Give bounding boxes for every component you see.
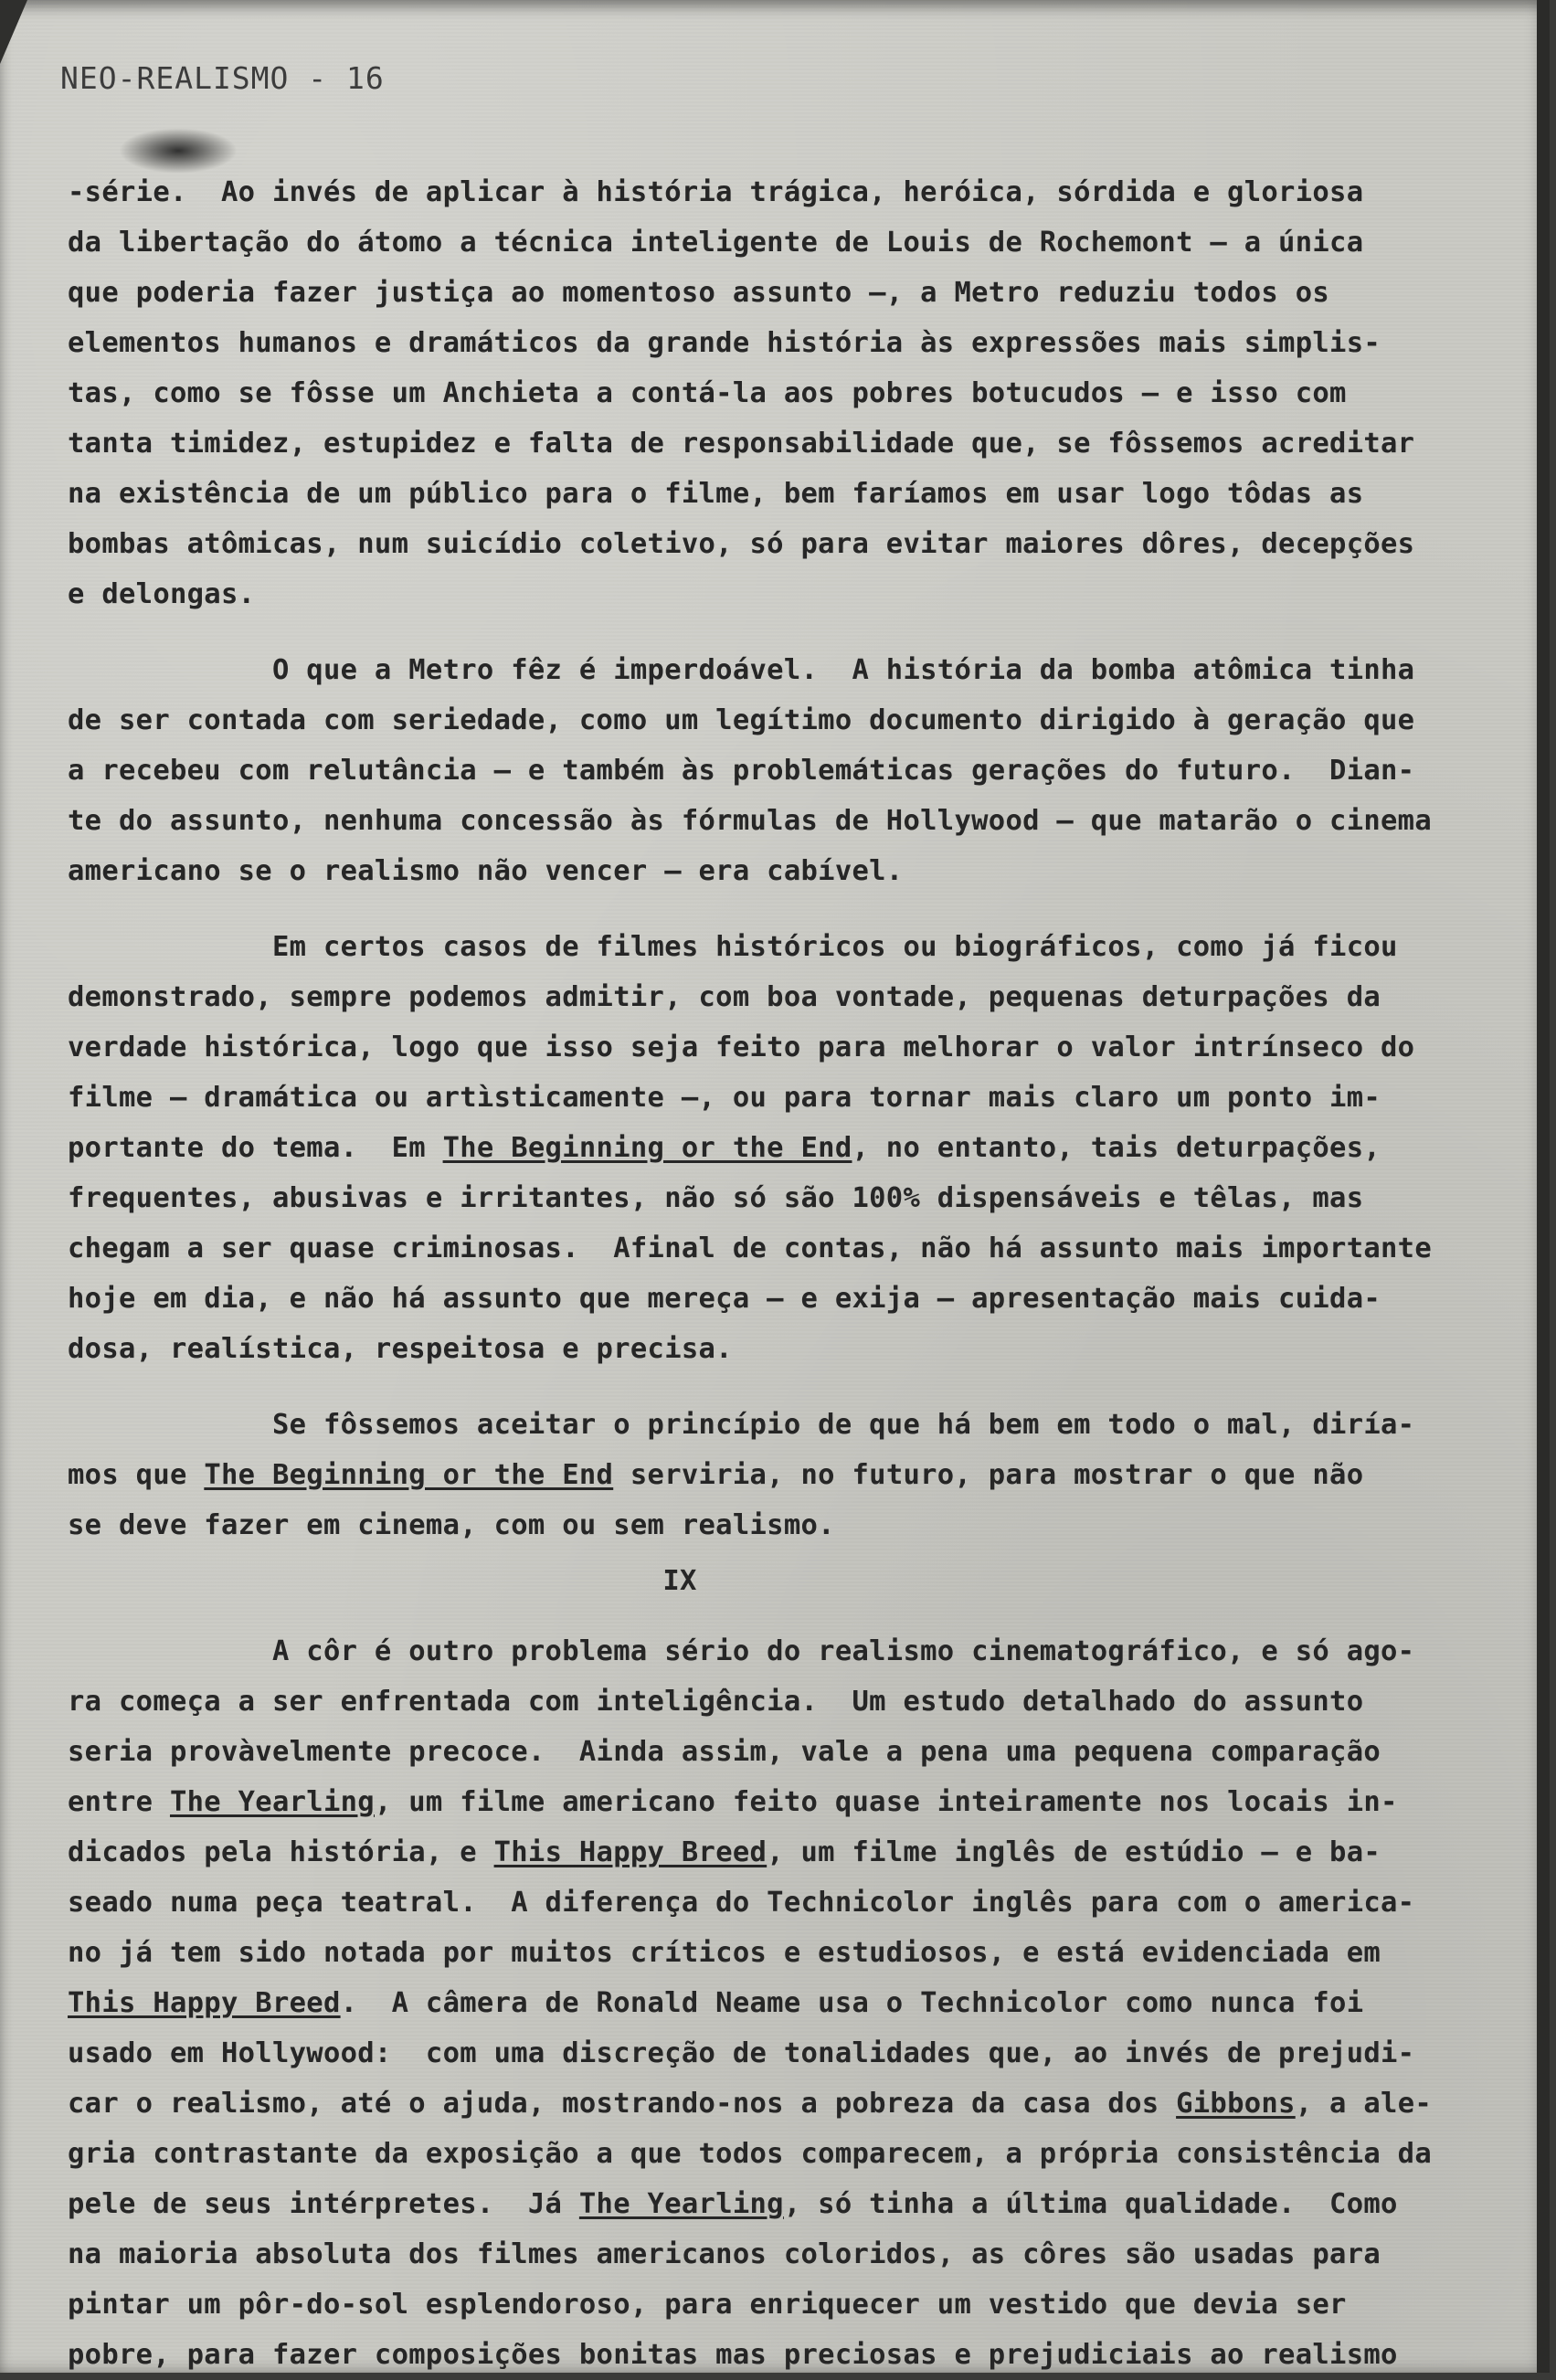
film-title: This Happy Breed xyxy=(68,1987,341,2019)
paragraphs-before-heading xyxy=(68,167,1520,1550)
paragraph-5 xyxy=(68,1626,1520,2380)
text-run: pobre, para fazer composições bonitas mas preciosas e prejudiciais ao realismo xyxy=(68,2339,1398,2371)
paragraph-1 xyxy=(68,167,1520,619)
text-line xyxy=(68,318,1520,368)
text-run: , no entanto, tais deturpações, xyxy=(852,1132,1381,1164)
page-header xyxy=(60,60,385,96)
text-line xyxy=(68,1123,1520,1173)
paragraphs-after-heading xyxy=(68,1626,1520,2380)
text-run: filme — dramática ou artìsticamente —, ou para tornar mais claro um ponto im- xyxy=(68,1082,1381,1114)
paragraph-gap xyxy=(68,1374,1520,1400)
text-run: na maioria absoluta dos filmes americanos coloridos, as côres são usadas para xyxy=(68,2238,1381,2270)
text-line xyxy=(68,796,1520,846)
text-line xyxy=(68,922,1520,972)
paragraph-gap xyxy=(68,619,1520,645)
text-run: usado em Hollywood: com uma discreção de tonalidades que, ao invés de prejudi- xyxy=(68,2037,1415,2069)
text-line xyxy=(68,268,1520,318)
text-run: se deve fazer em cinema, com ou sem realismo. xyxy=(68,1509,835,1541)
text-run: seria provàvelmente precoce. Ainda assim, vale a pena uma pequena comparação xyxy=(68,1736,1381,1768)
text-line xyxy=(68,846,1520,896)
text-line xyxy=(68,1978,1520,2028)
page-number: 16 xyxy=(346,60,385,96)
film-title: The Yearling xyxy=(578,2188,784,2220)
text-line xyxy=(68,519,1520,569)
text-line xyxy=(68,1777,1520,1827)
text-line xyxy=(68,1500,1520,1550)
text-run: de ser contada com seriedade, como um legítimo documento dirigido à geração que xyxy=(68,704,1415,736)
text-run: verdade histórica, logo que isso seja feito para melhorar o valor intrínseco do xyxy=(68,1031,1415,1063)
text-run: frequentes, abusivas e irritantes, não só são 100% dispensáveis e têlas, mas xyxy=(68,1182,1364,1214)
text-run: tanta timidez, estupidez e falta de responsabilidade que, se fôssemos acreditar xyxy=(68,428,1415,460)
text-line xyxy=(68,217,1520,268)
text-run: e delongas. xyxy=(68,578,256,610)
film-title: Gibbons xyxy=(1176,2088,1296,2120)
body-text xyxy=(68,167,1520,2380)
text-run: pintar um pôr-do-sol esplendoroso, para enriquecer um vestido que devia ser xyxy=(68,2289,1347,2321)
text-run: O que a Metro fêz é imperdoável. A história da bomba atômica tinha xyxy=(68,654,1415,686)
paragraph-2 xyxy=(68,645,1520,896)
text-line xyxy=(68,2229,1520,2280)
paragraph-gap xyxy=(68,896,1520,922)
text-line xyxy=(68,1727,1520,1777)
text-run: da libertação do átomo a técnica inteligente de Louis de Rochemont — a única xyxy=(68,227,1364,259)
text-run: , um filme americano feito quase inteiramente nos locais in- xyxy=(374,1786,1398,1818)
text-line xyxy=(68,469,1520,519)
text-run: dicados pela história, e xyxy=(68,1836,494,1868)
text-line xyxy=(68,2129,1520,2179)
text-run: chegam a ser quase criminosas. Afinal de contas, não há assunto mais importante xyxy=(68,1232,1433,1264)
text-run: serviria, no futuro, para mostrar o que não xyxy=(613,1459,1364,1491)
text-line xyxy=(68,1223,1520,1274)
section-heading: IX xyxy=(662,1565,697,1597)
text-line xyxy=(68,1827,1520,1878)
text-run: hoje em dia, e não há assunto que mereça — e exija — apresentação mais cuida- xyxy=(68,1283,1381,1315)
text-run: gria contrastante da exposição a que todos comparecem, a própria consistência da xyxy=(68,2138,1433,2170)
text-run: demonstrado, sempre podemos admitir, com boa vontade, pequenas deturpações da xyxy=(68,981,1381,1013)
text-line xyxy=(68,1626,1520,1677)
text-run: , a ale- xyxy=(1295,2088,1433,2120)
text-run: te do assunto, nenhuma concessão às fórmulas de Hollywood — que matarão o cinema xyxy=(68,805,1433,837)
text-line xyxy=(68,972,1520,1022)
film-title: The Beginning or the End xyxy=(204,1459,614,1491)
text-run: . A câmera de Ronald Neame usa o Technicolor como nunca foi xyxy=(340,1987,1364,2019)
film-title: This Happy Breed xyxy=(493,1836,767,1868)
text-run: elementos humanos e dramáticos da grande história às expressões mais simplis- xyxy=(68,327,1381,359)
text-run: seado numa peça teatral. A diferença do Technicolor inglês para com o america- xyxy=(68,1887,1415,1919)
text-line xyxy=(68,1928,1520,1978)
text-run: na existência de um público para o filme, bem faríamos em usar logo tôdas as xyxy=(68,478,1364,510)
text-line xyxy=(68,2028,1520,2079)
text-run: tas, como se fôsse um Anchieta a contá-la aos pobres botucudos — e isso com xyxy=(68,377,1347,409)
text-line xyxy=(68,1450,1520,1500)
running-title: NEO-REALISMO xyxy=(60,60,290,96)
text-run: pele de seus intérpretes. Já xyxy=(68,2188,579,2220)
text-line xyxy=(68,1022,1520,1073)
header-separator: - xyxy=(308,60,347,96)
text-line xyxy=(68,2079,1520,2129)
text-run: americano se o realismo não vencer — era cabível. xyxy=(68,855,904,887)
text-run: entre xyxy=(68,1786,170,1818)
text-run: mos que xyxy=(68,1459,205,1491)
text-run: dosa, realística, respeitosa e precisa. xyxy=(68,1333,733,1365)
text-line xyxy=(68,1677,1520,1727)
film-title: The Beginning or the End xyxy=(442,1132,852,1164)
text-run: no já tem sido notada por muitos críticos e estudiosos, e está evidenciada em xyxy=(68,1937,1381,1969)
text-line xyxy=(68,1400,1520,1450)
text-run: portante do tema. Em xyxy=(68,1132,443,1164)
text-run: ra começa a ser enfrentada com inteligência. Um estudo detalhado do assunto xyxy=(68,1686,1364,1718)
text-run: que poderia fazer justiça ao momentoso assunto —, a Metro reduziu todos os xyxy=(68,277,1330,309)
paragraph-4 xyxy=(68,1400,1520,1550)
text-run: Em certos casos de filmes históricos ou biográficos, como já ficou xyxy=(68,931,1398,963)
paragraph-3 xyxy=(68,922,1520,1374)
text-run: Se fôssemos aceitar o princípio de que há bem em todo o mal, diría- xyxy=(68,1409,1415,1441)
text-line xyxy=(68,1878,1520,1928)
text-run: car o realismo, até o ajuda, mostrando-nos a pobreza da casa dos xyxy=(68,2088,1177,2120)
text-line xyxy=(68,368,1520,418)
text-line xyxy=(68,2280,1520,2330)
text-line xyxy=(68,569,1520,619)
text-line xyxy=(68,1274,1520,1324)
film-title: The Yearling xyxy=(169,1786,375,1818)
text-line xyxy=(68,695,1520,746)
text-line xyxy=(68,645,1520,695)
text-run: , um filme inglês de estúdio — e ba- xyxy=(767,1836,1381,1868)
text-run: bombas atômicas, num suicídio coletivo, só para evitar maiores dôres, decepções xyxy=(68,528,1415,560)
text-run: a recebeu com relutância — e também às problemáticas gerações do futuro. Dian- xyxy=(68,755,1415,787)
text-line xyxy=(68,746,1520,796)
text-run: , só tinha a última qualidade. Como xyxy=(783,2188,1398,2220)
page-edge-shadow xyxy=(1537,0,1550,2373)
text-line xyxy=(68,1324,1520,1374)
text-line xyxy=(68,1073,1520,1123)
text-line xyxy=(68,1173,1520,1223)
text-line xyxy=(68,167,1520,217)
text-line xyxy=(68,2179,1520,2229)
text-line xyxy=(68,418,1520,469)
torn-corner xyxy=(0,0,27,64)
text-run: -série. Ao invés de aplicar à história trágica, heróica, sórdida e gloriosa xyxy=(68,176,1364,208)
text-run: A côr é outro problema sério do realismo cinematográfico, e só ago- xyxy=(68,1635,1415,1667)
